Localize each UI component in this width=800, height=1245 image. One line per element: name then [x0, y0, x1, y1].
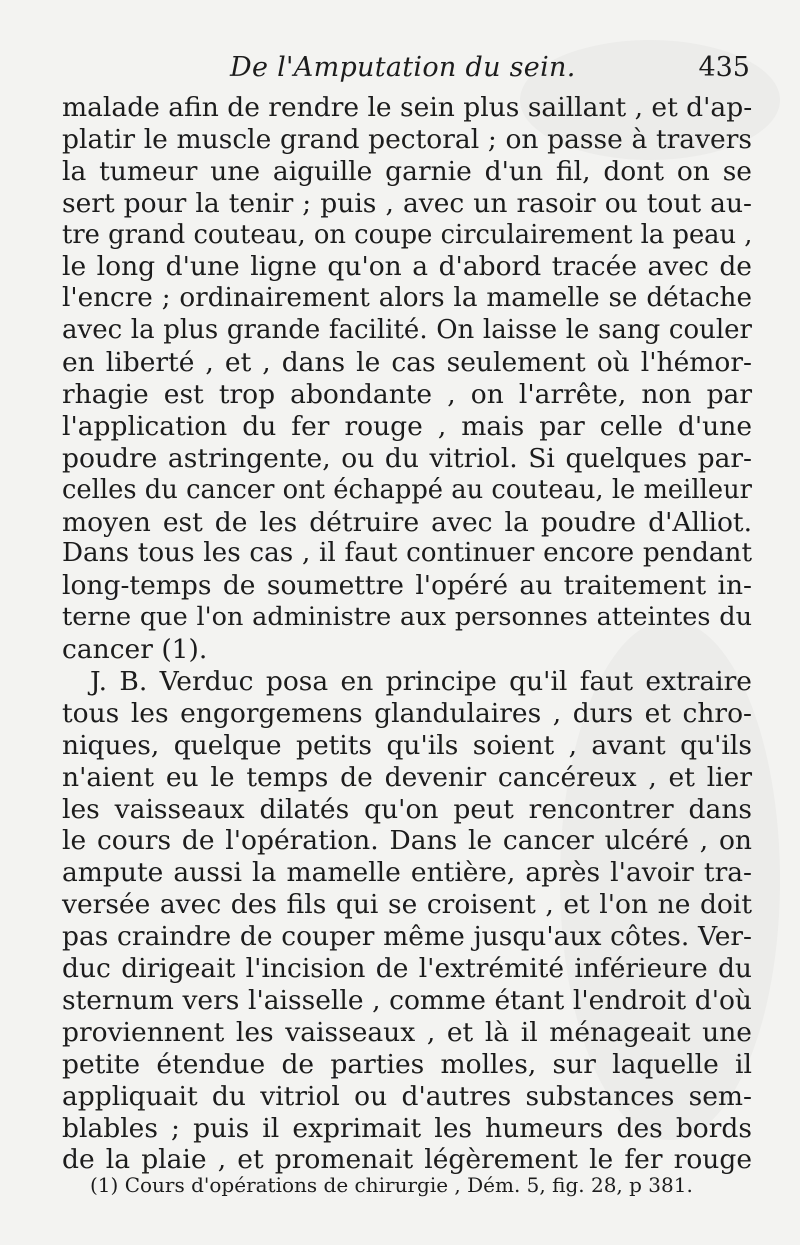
text-line: long-temps de soumettre l'opéré au traitement in-: [62, 570, 752, 602]
text-line: blables ; puis il exprimait les humeurs des bords: [62, 1112, 752, 1144]
text-line: tous les engorgemens glandulaires , durs et chro-: [62, 697, 752, 729]
text-line: malade afin de rendre le sein plus saillant , et d'ap-: [62, 92, 753, 123]
text-line: J. B. Verduc posa en principe qu'il faut extraire: [90, 666, 752, 698]
footnote: (1) Cours d'opérations de chirurgie , Dém. 5, fig. 28, p 381.: [90, 1173, 693, 1197]
text-line: appliquait du vitriol ou d'autres substances sem-: [62, 1080, 752, 1112]
text-line: sert pour la tenir ; puis , avec un rasoir ou tout au-: [62, 187, 752, 219]
running-header: [60, 52, 750, 92]
text-line: duc dirigeait l'incision de l'extrémité inférieure du: [62, 953, 752, 985]
text-line: petite étendue de parties molles, sur laquelle il: [62, 1048, 752, 1080]
text-line: les vaisseaux dilatés qu'on peut rencontrer dans: [62, 793, 752, 825]
text-line: rhagie est trop abondante , on l'arrête, non par: [62, 379, 752, 411]
text-line: pas craindre de couper même jusqu'aux côtes. Ver-: [62, 921, 752, 953]
page-number: 435: [698, 52, 750, 83]
text-line: platir le muscle grand pectoral ; on passe à travers: [62, 123, 752, 155]
text-line: ampute aussi la mamelle entière, après l'avoir tra-: [62, 857, 752, 889]
text-line: de la plaie , et promenait légèrement le fer rouge: [62, 1144, 752, 1176]
text-line: versée avec des fils qui se croisent , et l'on ne doit: [62, 889, 752, 921]
text-line: l'encre ; ordinairement alors la mamelle se détache: [62, 283, 752, 314]
text-line: proviennent les vaisseaux , et là il ménageait une: [62, 1016, 752, 1048]
text-line: le long d'une ligne qu'on a d'abord tracée avec de: [62, 251, 752, 283]
body-text: [62, 92, 752, 1176]
text-line: moyen est de les détruire avec la poudre d'Alliot.: [62, 506, 752, 538]
text-line: sternum vers l'aisselle , comme étant l'endroit d'où: [62, 984, 752, 1016]
text-line: en liberté , et , dans le cas seulement où l'hémor-: [62, 347, 752, 379]
text-line: terne que l'on administre aux personnes atteintes du: [62, 602, 752, 633]
text-line: niques, quelque petits qu'ils soient , avant qu'ils: [62, 729, 752, 761]
text-line: l'application du fer rouge , mais par celle d'une: [62, 410, 752, 442]
text-line: la tumeur une aiguille garnie d'un fil, dont on se: [62, 155, 752, 187]
text-line: Dans tous les cas , il faut continuer encore pendant: [62, 538, 752, 569]
text-line: celles du cancer ont échappé au couteau, le meilleur: [62, 474, 752, 505]
text-line: poudre astringente, ou du vitriol. Si quelques par-: [62, 442, 752, 474]
text-line: n'aient eu le temps de devenir cancéreux , et lier: [62, 761, 752, 793]
text-line: avec la plus grande facilité. On laisse le sang couler: [62, 315, 752, 346]
text-line: le cours de l'opération. Dans le cancer ulcéré , on: [62, 825, 752, 857]
running-title: De l'Amputation du sein.: [230, 52, 576, 83]
text-line: cancer (1).: [62, 634, 208, 666]
text-line: tre grand couteau, on coupe circulairement la peau ,: [62, 219, 753, 250]
